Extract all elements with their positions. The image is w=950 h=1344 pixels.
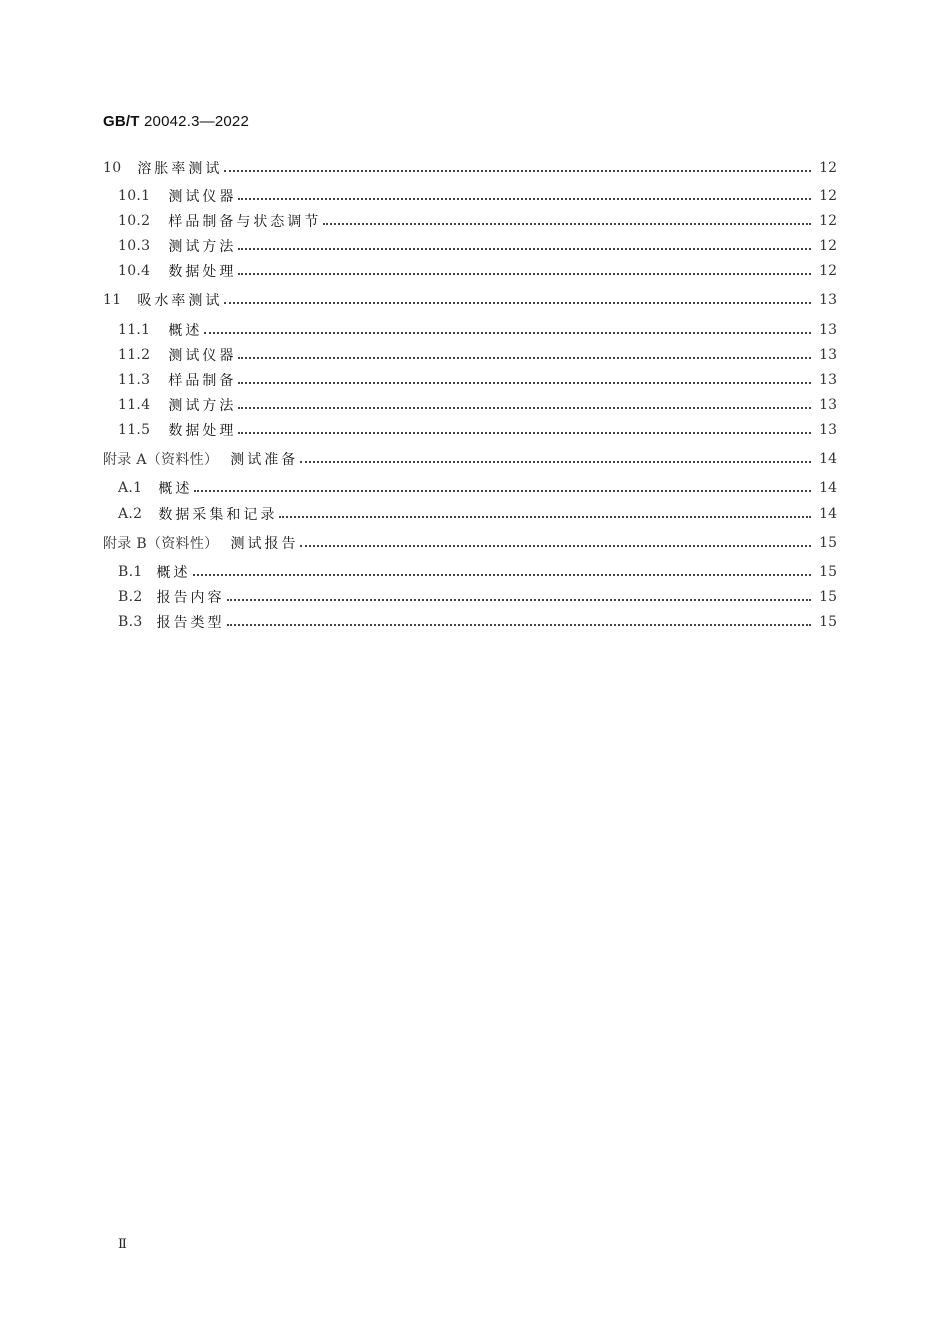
dot-leader: [300, 532, 811, 554]
toc-entry-number: 附录 B（资料性）: [103, 536, 219, 552]
toc-entry-number: 附录 A（资料性）: [103, 452, 219, 468]
toc-entry-number: 10: [103, 160, 122, 176]
dot-leader: [224, 289, 811, 311]
toc-entry-title: 测试准备: [230, 452, 299, 468]
toc-entry-page: 12: [819, 213, 837, 229]
dot-leader: [238, 394, 811, 416]
toc-entry[interactable]: [118, 561, 837, 583]
standard-number: 20042.3—2022: [144, 113, 250, 130]
toc-entry-number: 10.1: [118, 188, 151, 204]
toc-entry-number: 11.4: [118, 397, 151, 413]
dot-leader: [238, 369, 811, 391]
toc-entry[interactable]: [118, 503, 837, 525]
toc-entry-title: 溶胀率测试: [137, 161, 223, 177]
dot-leader: [204, 319, 811, 341]
toc-entry[interactable]: [118, 611, 837, 633]
toc-entry[interactable]: [118, 235, 837, 257]
toc-entry-title: 报告类型: [156, 615, 225, 631]
toc-entry-number: A.1: [118, 480, 143, 496]
toc-entry[interactable]: [103, 289, 837, 311]
dot-leader: [300, 448, 811, 470]
toc-entry-page: 13: [819, 372, 837, 388]
toc-entry-number: 11.2: [118, 347, 151, 363]
toc-entry-title: 吸水率测试: [137, 293, 223, 309]
toc-entry-number: B.2: [118, 589, 143, 605]
toc-entry-page: 13: [819, 292, 837, 308]
toc-entry-number: 10.4: [118, 263, 151, 279]
toc-entry-title: 测试报告: [230, 536, 299, 552]
toc-entry[interactable]: [103, 532, 837, 554]
dot-leader: [323, 210, 811, 232]
dot-leader: [238, 344, 811, 366]
toc-entry[interactable]: [118, 210, 837, 232]
toc-entry-title: 测试仪器: [168, 348, 237, 364]
toc-entry-number: 10.2: [118, 213, 151, 229]
toc-entry[interactable]: [118, 369, 837, 391]
dot-leader: [193, 561, 812, 583]
toc-entry[interactable]: [118, 586, 837, 608]
dot-leader: [227, 611, 812, 633]
standard-code: GB/T: [103, 113, 140, 130]
toc-entry-title: 数据处理: [168, 423, 237, 439]
dot-leader: [238, 185, 811, 207]
dot-leader: [224, 157, 811, 179]
toc-entry-page: 12: [819, 160, 837, 176]
toc-entry-page: 14: [819, 451, 837, 467]
toc-entry-page: 13: [819, 422, 837, 438]
toc-entry-page: 13: [819, 397, 837, 413]
toc-entry-page: 12: [819, 188, 837, 204]
page-folio: Ⅱ: [118, 1237, 127, 1252]
dot-leader: [194, 477, 811, 499]
toc-entry-page: 15: [819, 614, 837, 630]
toc-entry-page: 12: [819, 263, 837, 279]
toc-entry-title: 测试仪器: [168, 189, 237, 205]
toc-entry-number: 11: [103, 292, 122, 308]
toc-entry[interactable]: [118, 394, 837, 416]
toc-entry-title: 数据采集和记录: [158, 507, 278, 523]
toc-entry[interactable]: [118, 477, 837, 499]
toc-entry[interactable]: [118, 185, 837, 207]
toc-entry-number: A.2: [118, 506, 143, 522]
toc-entry[interactable]: [118, 344, 837, 366]
toc-entry-title: 报告内容: [156, 590, 225, 606]
toc-entry-title: 数据处理: [168, 264, 237, 280]
dot-leader: [279, 503, 811, 525]
toc-entry-page: 15: [819, 535, 837, 551]
toc-entry-page: 14: [819, 480, 837, 496]
toc-entry[interactable]: [103, 448, 837, 470]
toc-entry[interactable]: [118, 419, 837, 441]
toc-entry-title: 测试方法: [168, 239, 237, 255]
toc-entry-title: 概述: [156, 565, 191, 581]
toc-entry-title: 概述: [168, 323, 203, 339]
dot-leader: [227, 586, 812, 608]
toc-entry-number: 11.1: [118, 322, 151, 338]
toc-entry-title: 样品制备: [168, 373, 237, 389]
dot-leader: [238, 260, 811, 282]
toc-entry-number: B.1: [118, 564, 143, 580]
toc-entry-page: 15: [819, 589, 837, 605]
toc-entry-page: 15: [819, 564, 837, 580]
toc-entry[interactable]: [118, 319, 837, 341]
toc-entry-number: 11.3: [118, 372, 151, 388]
toc-entry-number: 11.5: [118, 422, 151, 438]
toc-entry-page: 13: [819, 322, 837, 338]
toc-entry-page: 14: [819, 506, 837, 522]
toc-entry-page: 12: [819, 238, 837, 254]
toc-entry-number: B.3: [118, 614, 143, 630]
dot-leader: [238, 235, 811, 257]
toc-entry[interactable]: [103, 157, 837, 179]
toc-entry-number: 10.3: [118, 238, 151, 254]
toc-entry-title: 概述: [158, 481, 193, 497]
toc-entry-page: 13: [819, 347, 837, 363]
dot-leader: [238, 419, 811, 441]
toc-entry-title: 测试方法: [168, 398, 237, 414]
toc-entry-title: 样品制备与状态调节: [168, 214, 322, 230]
toc-entry[interactable]: [118, 260, 837, 282]
